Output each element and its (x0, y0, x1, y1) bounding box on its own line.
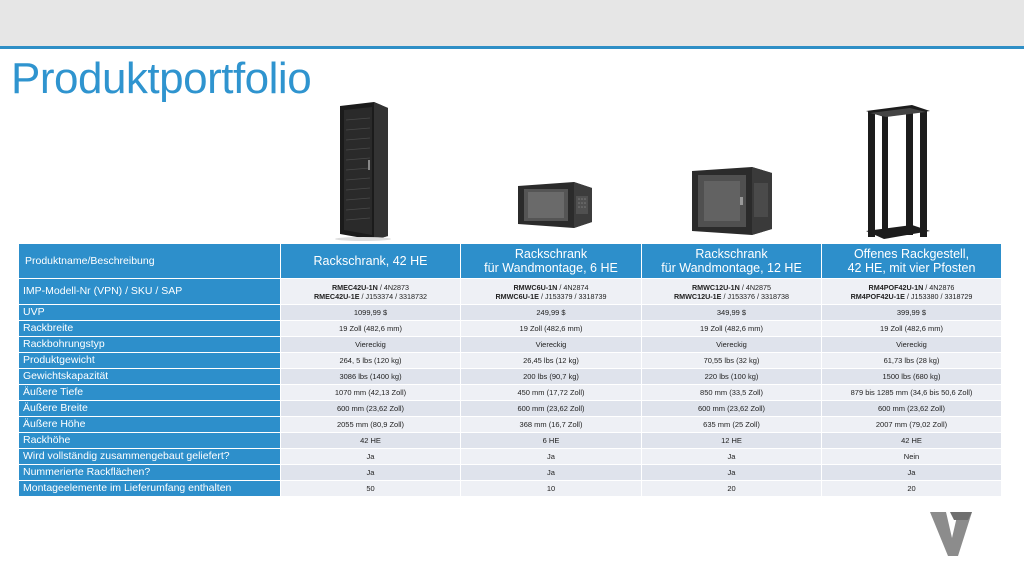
table-cell: 600 mm (23,62 Zoll) (822, 401, 1002, 417)
table-cell: 635 mm (25 Zoll) (642, 417, 822, 433)
row-label: UVP (19, 305, 281, 321)
table-row (19, 401, 1002, 417)
product-name-line2: für Wandmontage, 6 HE (484, 261, 618, 275)
column-header-product (461, 244, 642, 279)
row-label: Gewichtskapazität (19, 369, 281, 385)
row-label: Rackbreite (19, 321, 281, 337)
table-cell: Ja (281, 465, 461, 481)
table-cell: 1099,99 $ (281, 305, 461, 321)
table-cell: Viereckig (642, 337, 822, 353)
table-cell: 19 Zoll (482,6 mm) (281, 321, 461, 337)
model-1e: RMWC6U-1E (495, 291, 539, 301)
model-1n: RM4POF42U-1N (868, 282, 924, 292)
sku-1e: / J153379 / 3318739 (538, 291, 607, 301)
table-row (19, 465, 1002, 481)
sku-1e: / J153380 / 3318729 (904, 291, 973, 301)
table-cell: 1500 lbs (680 kg) (822, 369, 1002, 385)
table-cell: 349,99 $ (642, 305, 822, 321)
row-label: Nummerierte Rackflächen? (19, 465, 281, 481)
table-cell: 19 Zoll (482,6 mm) (642, 321, 822, 337)
table-cell: Nein (822, 449, 1002, 465)
table-cell: 26,45 lbs (12 kg) (461, 353, 642, 369)
table-header-row (19, 244, 1002, 279)
sku-1n: / 4N2875 (739, 282, 772, 292)
table-row (19, 353, 1002, 369)
table-row (19, 417, 1002, 433)
product-name-line2: für Wandmontage, 12 HE (661, 261, 802, 275)
model-1n: RMEC42U-1N (331, 282, 378, 292)
column-header-product (822, 244, 1002, 279)
table-row (19, 369, 1002, 385)
table-row (19, 481, 1002, 497)
table-cell: 10 (461, 481, 642, 497)
row-label: Rackhöhe (19, 433, 281, 449)
product-name: Rackschrank, 42 HE (313, 254, 428, 268)
table-cell: 6 HE (461, 433, 642, 449)
table-cell: 19 Zoll (482,6 mm) (822, 321, 1002, 337)
table-cell: 399,99 $ (822, 305, 1002, 321)
table-cell: 70,55 lbs (32 kg) (642, 353, 822, 369)
table-cell: 1070 mm (42,13 Zoll) (281, 385, 461, 401)
row-label: Äußere Höhe (19, 417, 281, 433)
sku-1n: / 4N2876 (923, 282, 955, 292)
column-header-description: Produktname/Beschreibung (19, 244, 281, 279)
table-cell: Ja (461, 465, 642, 481)
table-cell: 450 mm (17,72 Zoll) (461, 385, 642, 401)
row-label: Äußere Breite (19, 401, 281, 417)
table-cell: 2007 mm (79,02 Zoll) (822, 417, 1002, 433)
product-name-line2: 42 HE, mit vier Pfosten (847, 261, 976, 275)
table-cell: 42 HE (822, 433, 1002, 449)
table-row (19, 321, 1002, 337)
sku-cell (822, 279, 1002, 305)
table-cell: 220 lbs (100 kg) (642, 369, 822, 385)
column-header-product (642, 244, 822, 279)
wall-cabinet-12u-image (688, 163, 776, 239)
table-cell: Ja (642, 449, 822, 465)
table-cell: Viereckig (281, 337, 461, 353)
table-row (19, 385, 1002, 401)
sku-cell (642, 279, 822, 305)
sku-1n: / 4N2873 (377, 282, 410, 292)
column-header-product (281, 244, 461, 279)
table-row (19, 337, 1002, 353)
rack-cabinet-42u-image (330, 100, 396, 242)
model-1n: RMWC6U-1N (513, 282, 558, 292)
row-label: Wird vollständig zusammengebaut geliefert? (19, 449, 281, 465)
page-title: Produktportfolio (11, 54, 312, 103)
product-comparison-table (18, 243, 1002, 497)
table-row-sku (19, 279, 1002, 305)
sku-1n: / 4N2874 (557, 282, 589, 292)
table-cell: 600 mm (23,62 Zoll) (642, 401, 822, 417)
table-cell: Ja (642, 465, 822, 481)
table-cell: Viereckig (461, 337, 642, 353)
table-cell: 850 mm (33,5 Zoll) (642, 385, 822, 401)
v7-logo-icon (928, 510, 974, 558)
wall-cabinet-6u-image (514, 178, 596, 230)
table-cell: 600 mm (23,62 Zoll) (461, 401, 642, 417)
row-label: IMP-Modell-Nr (VPN) / SKU / SAP (19, 279, 281, 305)
product-name-line1: Offenes Rackgestell, (853, 247, 970, 261)
model-1e: RMWC12U-1E (673, 291, 722, 301)
model-1n: RMWC12U-1N (691, 282, 740, 292)
table-cell: 249,99 $ (461, 305, 642, 321)
table-cell: 20 (822, 481, 1002, 497)
table-cell: Ja (281, 449, 461, 465)
sku-cell (461, 279, 642, 305)
table-cell: 42 HE (281, 433, 461, 449)
row-label: Montageelemente im Lieferumfang enthalten (19, 481, 281, 497)
table-cell: 19 Zoll (482,6 mm) (461, 321, 642, 337)
open-frame-rack-image (862, 103, 934, 243)
table-cell: 879 bis 1285 mm (34,6 bis 50,6 Zoll) (822, 385, 1002, 401)
table-cell: 264, 5 lbs (120 kg) (281, 353, 461, 369)
table-cell: 368 mm (16,7 Zoll) (461, 417, 642, 433)
table-cell: 2055 mm (80,9 Zoll) (281, 417, 461, 433)
table-cell: 200 lbs (90,7 kg) (461, 369, 642, 385)
table-cell: Viereckig (822, 337, 1002, 353)
table-cell: 20 (642, 481, 822, 497)
table-row (19, 449, 1002, 465)
table-cell: Ja (461, 449, 642, 465)
row-label: Rackbohrungstyp (19, 337, 281, 353)
table-cell: 3086 lbs (1400 kg) (281, 369, 461, 385)
model-1e: RM4POF42U-1E (850, 291, 905, 301)
table-cell: Ja (822, 465, 1002, 481)
table-row (19, 305, 1002, 321)
sku-cell (281, 279, 461, 305)
sku-1e: / J153374 / 3318732 (359, 291, 428, 301)
table-cell: 600 mm (23,62 Zoll) (281, 401, 461, 417)
sku-1e: / J153376 / 3318738 (721, 291, 790, 301)
row-label: Produktgewicht (19, 353, 281, 369)
product-name-line1: Rackschrank (695, 247, 768, 261)
table-cell: 50 (281, 481, 461, 497)
row-label: Äußere Tiefe (19, 385, 281, 401)
table-cell: 61,73 lbs (28 kg) (822, 353, 1002, 369)
top-bar (0, 0, 1024, 49)
table-cell: 12 HE (642, 433, 822, 449)
table-row (19, 433, 1002, 449)
product-name-line1: Rackschrank (514, 247, 588, 261)
model-1e: RMEC42U-1E (313, 291, 360, 301)
